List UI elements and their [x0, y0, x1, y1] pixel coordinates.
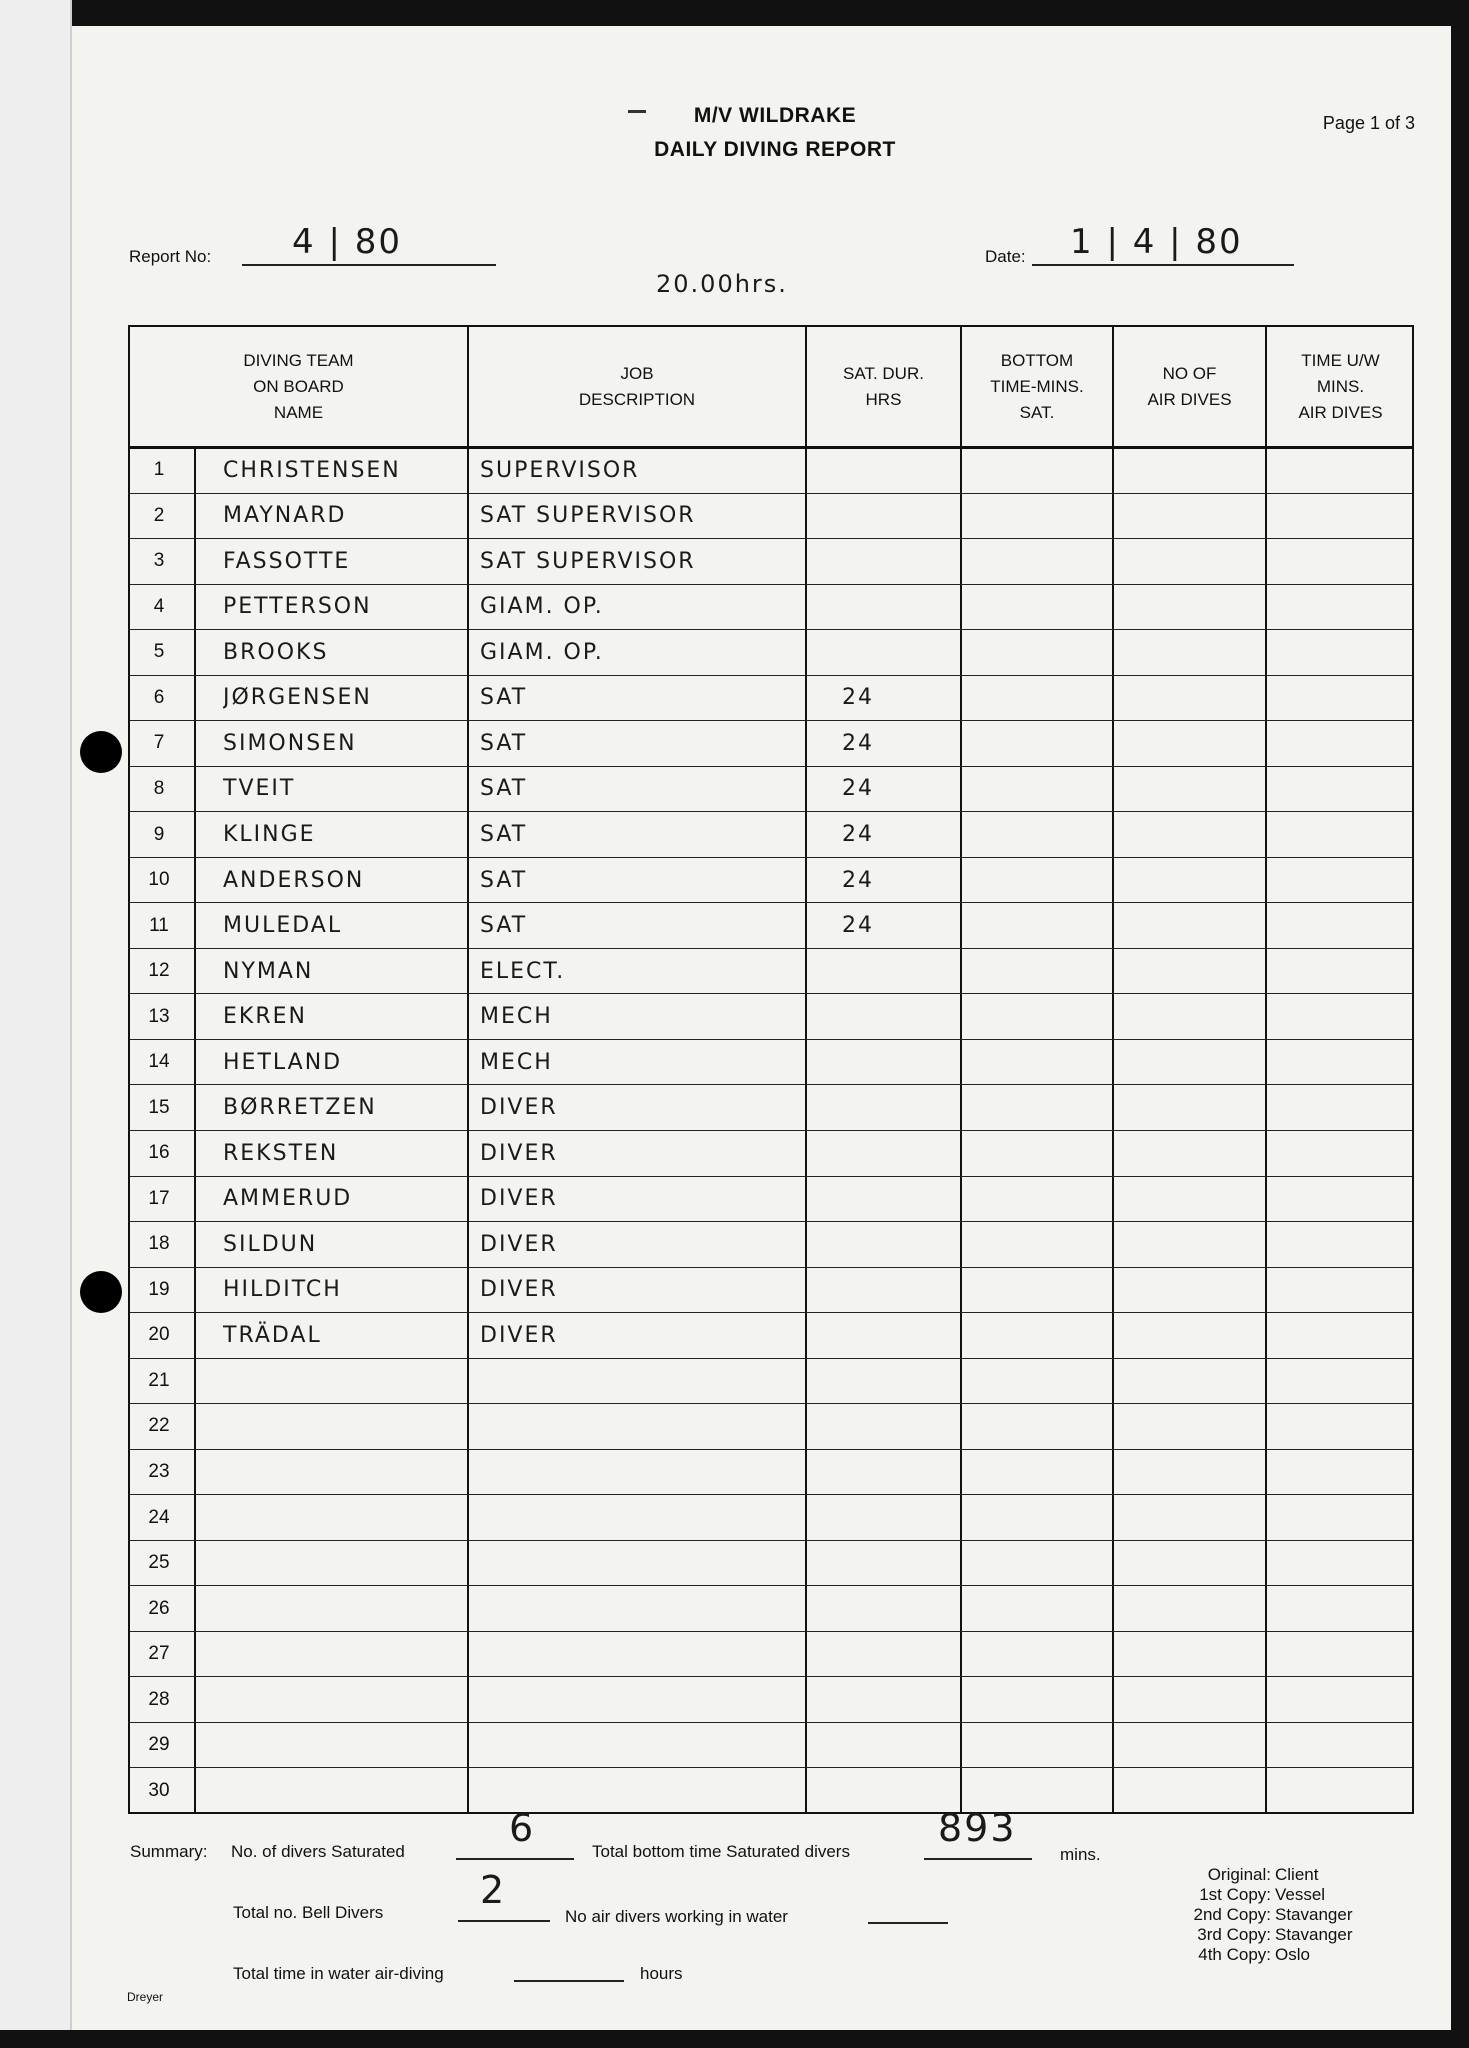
- diver-name: [223, 1359, 463, 1404]
- row-number: 24: [148, 1506, 170, 1528]
- row-number: 22: [148, 1415, 170, 1437]
- divers-saturated-value: 6: [509, 1806, 536, 1850]
- sat-duration: [842, 1359, 992, 1404]
- table-row: [130, 1222, 1412, 1268]
- row-number: 28: [148, 1688, 170, 1710]
- sat-duration: [842, 1040, 992, 1085]
- job-description: SUPERVISOR: [480, 457, 640, 483]
- sat-duration: [842, 1268, 992, 1313]
- row-number: 2: [153, 504, 165, 526]
- diver-name: REKSTEN: [223, 1140, 339, 1166]
- job-description: [480, 1723, 780, 1768]
- table-row: [130, 1450, 1412, 1496]
- scan-border-bottom: [0, 2030, 1469, 2048]
- row-number: 1: [153, 459, 165, 481]
- diver-name: MAYNARD: [223, 503, 347, 529]
- sat-duration: 24: [842, 867, 874, 893]
- row-number: 21: [148, 1369, 170, 1391]
- row-number: 6: [153, 686, 165, 708]
- table-row: [130, 767, 1412, 813]
- row-number: 25: [148, 1552, 170, 1574]
- printer-mark: Dreyer: [127, 1990, 164, 2004]
- sat-duration: [842, 585, 992, 630]
- job-description: [480, 1359, 780, 1404]
- job-description: SAT: [480, 867, 528, 893]
- row-number: 16: [148, 1142, 170, 1164]
- sat-duration: [842, 1632, 992, 1677]
- mins-label: mins.: [1060, 1845, 1101, 1864]
- row-number: 18: [148, 1233, 170, 1255]
- date-label: Date:: [985, 247, 1026, 266]
- table-row: [130, 1177, 1412, 1223]
- sat-duration: [842, 1404, 992, 1449]
- row-number: 20: [148, 1324, 170, 1346]
- job-description: [480, 1586, 780, 1631]
- punch-hole-bottom: [80, 1271, 122, 1313]
- row-number: 4: [153, 595, 165, 617]
- sat-duration: 24: [842, 776, 874, 802]
- diver-name: MULEDAL: [223, 913, 343, 939]
- diver-name: JØRGENSEN: [223, 685, 372, 711]
- table-row: [130, 1723, 1412, 1769]
- sat-duration: 24: [842, 822, 874, 848]
- col-header-time-uw: TIME U/W MINS. AIR DIVES: [1298, 350, 1383, 422]
- job-description: SAT: [480, 913, 528, 939]
- row-number: 26: [148, 1597, 170, 1619]
- sat-duration: [842, 1541, 992, 1586]
- page-number: Page 1 of 3: [1322, 113, 1415, 133]
- col-header-name: DIVING TEAM ON BOARD NAME: [243, 350, 354, 422]
- job-description: ELECT.: [480, 958, 566, 984]
- table-row: [130, 630, 1412, 676]
- table-row: [130, 448, 1412, 494]
- air-divers-label: No air divers working in water: [565, 1907, 788, 1926]
- col-header-bottom-time: BOTTOM TIME-MINS. SAT.: [990, 350, 1084, 422]
- job-description: DIVER: [480, 1140, 558, 1166]
- row-number: 19: [148, 1278, 170, 1300]
- diver-name: TVEIT: [223, 776, 296, 802]
- sat-duration: [842, 949, 992, 994]
- table-row: [130, 676, 1412, 722]
- job-description: [480, 1495, 780, 1540]
- row-number: 15: [148, 1096, 170, 1118]
- row-number: 27: [148, 1643, 170, 1665]
- job-description: [480, 1677, 780, 1722]
- diver-name: [223, 1723, 463, 1768]
- sat-duration: [842, 630, 992, 675]
- total-bottom-label: Total bottom time Saturated divers: [592, 1842, 850, 1861]
- table-row: [130, 812, 1412, 858]
- table-row: [130, 1313, 1412, 1359]
- sat-duration: [842, 1677, 992, 1722]
- job-description: SAT: [480, 776, 528, 802]
- scan-border-right: [1451, 0, 1469, 2048]
- sat-duration: [842, 448, 992, 493]
- row-number: 30: [148, 1780, 170, 1802]
- table-row: [130, 903, 1412, 949]
- table-row: [130, 1268, 1412, 1314]
- row-number: 14: [148, 1051, 170, 1073]
- sat-duration: [842, 1085, 992, 1130]
- report-no-label: Report No:: [129, 247, 212, 266]
- table-row: [130, 949, 1412, 995]
- diver-name: HILDITCH: [223, 1277, 342, 1303]
- diver-name: SILDUN: [223, 1231, 318, 1257]
- diver-name: TRÄDAL: [223, 1322, 322, 1348]
- row-number: 7: [153, 732, 165, 754]
- job-description: [480, 1404, 780, 1449]
- sat-duration: [842, 1495, 992, 1540]
- scan-border-left: [0, 0, 72, 2048]
- row-number: 29: [148, 1734, 170, 1756]
- diver-name: PETTERSON: [223, 594, 372, 620]
- job-description: SAT: [480, 730, 528, 756]
- diver-name: CHRISTENSEN: [223, 457, 401, 483]
- table-row: [130, 1541, 1412, 1587]
- table-row: [130, 994, 1412, 1040]
- diver-name: [223, 1677, 463, 1722]
- table-row: [130, 1677, 1412, 1723]
- row-number: 12: [148, 960, 170, 982]
- diver-name: ANDERSON: [223, 867, 365, 893]
- row-number: 11: [149, 914, 169, 936]
- diver-name: BØRRETZEN: [223, 1095, 377, 1121]
- sat-duration: [842, 1313, 992, 1358]
- diver-name: [223, 1632, 463, 1677]
- job-description: DIVER: [480, 1231, 558, 1257]
- table-row: [130, 585, 1412, 631]
- diver-name: AMMERUD: [223, 1186, 353, 1212]
- bell-divers-value: 2: [480, 1868, 507, 1912]
- sat-duration: 24: [842, 685, 874, 711]
- diver-name: SIMONSEN: [223, 730, 357, 756]
- sat-duration: [842, 1723, 992, 1768]
- job-description: SAT SUPERVISOR: [480, 503, 696, 529]
- job-description: [480, 1450, 780, 1495]
- table-row: [130, 1404, 1412, 1450]
- diver-name: BROOKS: [223, 639, 329, 665]
- diver-name: NYMAN: [223, 958, 314, 984]
- diver-name: [223, 1541, 463, 1586]
- row-number: 23: [148, 1460, 170, 1482]
- job-description: GIAM. OP.: [480, 594, 604, 620]
- table-row: [130, 539, 1412, 585]
- sat-duration: [842, 494, 992, 539]
- copy-distribution: Original: Client 1st Copy: Vessel 2nd Copy: Stavanger 3rd Copy: Stavanger 4th Copy: Oslo: [1193, 1865, 1353, 1964]
- sat-duration: [842, 1450, 992, 1495]
- table-row: [130, 1586, 1412, 1632]
- diver-name: EKREN: [223, 1004, 307, 1030]
- job-description: MECH: [480, 1004, 553, 1030]
- table-row: [130, 1495, 1412, 1541]
- date-underline: [1032, 264, 1294, 266]
- row-number: 8: [153, 777, 165, 799]
- table-row: [130, 1359, 1412, 1405]
- report-subtitle: DAILY DIVING REPORT: [654, 138, 896, 161]
- table-row: [130, 494, 1412, 540]
- summary-label: Summary:: [130, 1842, 208, 1861]
- table-row: [130, 1085, 1412, 1131]
- diver-name: KLINGE: [223, 822, 316, 848]
- row-number: 3: [153, 550, 165, 572]
- diver-name: HETLAND: [223, 1049, 343, 1075]
- job-description: SAT SUPERVISOR: [480, 548, 696, 574]
- date-value: 1 | 4 | 80: [1070, 222, 1243, 262]
- sat-duration: [842, 1131, 992, 1176]
- diver-name: [223, 1495, 463, 1540]
- job-description: DIVER: [480, 1277, 558, 1303]
- job-description: DIVER: [480, 1322, 558, 1348]
- row-number: 17: [148, 1187, 170, 1209]
- punch-hole-top: [80, 731, 122, 773]
- table-row: [130, 721, 1412, 767]
- diving-team-table: [128, 325, 1414, 1814]
- diver-name: [223, 1586, 463, 1631]
- sat-duration: [842, 1177, 992, 1222]
- table-row: [130, 858, 1412, 904]
- job-description: SAT: [480, 822, 528, 848]
- time-air-label: Total time in water air-diving: [233, 1964, 444, 1983]
- sat-duration: 24: [842, 730, 874, 756]
- total-bottom-value: 893: [938, 1806, 1017, 1850]
- report-title: M/V WILDRAKE: [693, 104, 857, 127]
- table-body: [130, 448, 1412, 1814]
- table-row: [130, 1768, 1412, 1814]
- diver-name: [223, 1768, 463, 1814]
- sat-duration: [842, 1222, 992, 1267]
- diver-name: [223, 1450, 463, 1495]
- scan-border-top: [0, 0, 1469, 26]
- table-row: [130, 1040, 1412, 1086]
- time-note: 20.00hrs.: [656, 270, 788, 298]
- job-description: GIAM. OP.: [480, 639, 604, 665]
- row-number: 10: [148, 869, 170, 891]
- sat-duration: [842, 1586, 992, 1631]
- col-header-job: JOB DESCRIPTION: [578, 363, 696, 409]
- job-description: [480, 1632, 780, 1677]
- sat-duration: 24: [842, 913, 874, 939]
- job-description: MECH: [480, 1049, 553, 1075]
- report-no-underline: [242, 264, 496, 266]
- table-row: [130, 1131, 1412, 1177]
- row-number: 13: [148, 1005, 170, 1027]
- job-description: [480, 1541, 780, 1586]
- job-description: DIVER: [480, 1186, 558, 1212]
- col-header-air-dives: NO OF AIR DIVES: [1147, 363, 1232, 409]
- divers-saturated-label: No. of divers Saturated: [231, 1842, 405, 1861]
- report-no-value: 4 | 80: [292, 222, 402, 262]
- sat-duration: [842, 539, 992, 584]
- job-description: DIVER: [480, 1095, 558, 1121]
- diver-name: FASSOTTE: [223, 548, 351, 574]
- hours-label: hours: [640, 1964, 683, 1983]
- diver-name: [223, 1404, 463, 1449]
- row-number: 5: [153, 641, 165, 663]
- col-header-sat-dur: SAT. DUR. HRS: [843, 363, 924, 409]
- row-number: 9: [153, 823, 165, 845]
- table-row: [130, 1632, 1412, 1678]
- sat-duration: [842, 994, 992, 1039]
- bell-divers-label: Total no. Bell Divers: [233, 1903, 384, 1922]
- job-description: SAT: [480, 685, 528, 711]
